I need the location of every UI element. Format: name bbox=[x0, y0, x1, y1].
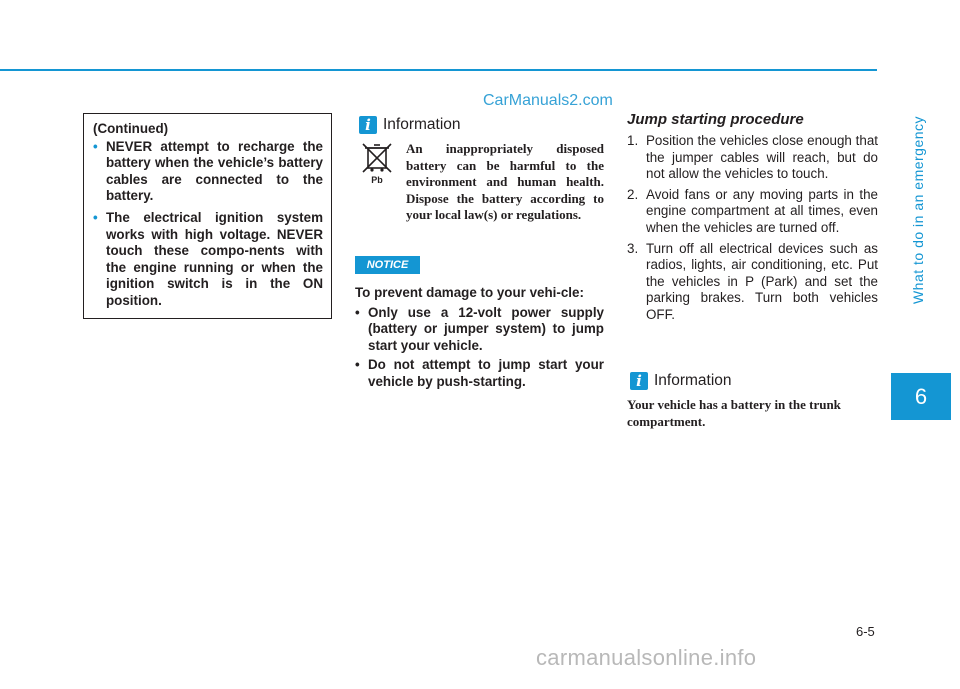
bullet-dot: • bbox=[355, 357, 360, 373]
header-rule bbox=[0, 69, 877, 71]
info-text: Your vehicle has a battery in the trunk compartment. bbox=[627, 397, 841, 429]
warning-bullet bbox=[93, 139, 323, 205]
procedure-step bbox=[627, 241, 878, 324]
warning-bullet-text: The electrical ignition system works with high voltage. NEVER touch these compo-nents with the engine running or when the ignition switch is in the ON position. bbox=[106, 209, 323, 308]
pb-label: Pb bbox=[371, 175, 383, 185]
procedure-step bbox=[627, 133, 878, 183]
step-text: Avoid fans or any moving parts in the engine compartment at all times, even when the vehicles are turned off. bbox=[646, 186, 878, 235]
info-title: Information bbox=[654, 372, 732, 389]
warning-box bbox=[83, 113, 332, 319]
info-heading bbox=[359, 116, 461, 134]
info-icon: i bbox=[630, 372, 648, 390]
info-heading bbox=[630, 372, 732, 390]
step-text: Position the vehicles close enough that the jumper cables will reach, but do not allow the vehicles to touch. bbox=[646, 133, 878, 182]
notice-badge: NOTICE bbox=[355, 256, 420, 274]
warning-continued: (Continued) bbox=[93, 121, 169, 136]
bullet-dot: • bbox=[93, 138, 98, 154]
battery-disposal-icon bbox=[359, 141, 395, 185]
procedure-step bbox=[627, 187, 878, 237]
warning-bullet bbox=[93, 210, 323, 310]
chapter-tab: 6 bbox=[891, 373, 951, 420]
procedure-steps bbox=[627, 133, 878, 328]
notice-bullet-text: Do not attempt to jump start your vehicle by push-starting. bbox=[368, 357, 604, 389]
info-icon: i bbox=[359, 116, 377, 134]
page-number: 6-5 bbox=[856, 624, 875, 639]
info-title: Information bbox=[383, 116, 461, 133]
section-side-label bbox=[883, 40, 953, 380]
notice-bullet-text: Only use a 12-volt power supply (battery or jumper system) to jump start your vehicle. bbox=[368, 304, 604, 353]
notice-bullet bbox=[355, 305, 604, 355]
bullet-dot: • bbox=[355, 304, 360, 320]
info-text: An inappropriately disposed battery can be harmful to the environment and human health. Dispose the battery according to your local law(s) or regulations. bbox=[406, 141, 604, 223]
step-text: Turn off all electrical devices such as radios, lights, air conditioning, etc. Put the vehicles in P (Park) and set the parking brakes. Turn both vehicles OFF. bbox=[646, 240, 878, 322]
notice-body bbox=[355, 285, 604, 394]
step-number: 3. bbox=[627, 240, 639, 256]
bullet-dot: • bbox=[93, 209, 98, 225]
side-label-text: What to do in an emergency bbox=[910, 115, 927, 305]
step-number: 2. bbox=[627, 186, 639, 202]
watermark-top[interactable]: CarManuals2.com bbox=[483, 92, 613, 109]
step-number: 1. bbox=[627, 133, 639, 148]
notice-intro: To prevent damage to your vehi-cle: bbox=[355, 285, 584, 300]
warning-bullet-text: NEVER attempt to recharge the battery when the vehicle’s battery cables are connected to the battery. bbox=[106, 138, 323, 204]
procedure-title: Jump starting procedure bbox=[627, 111, 804, 128]
notice-bullet bbox=[355, 357, 604, 390]
watermark-bottom[interactable]: carmanualsonline.info bbox=[536, 645, 757, 670]
